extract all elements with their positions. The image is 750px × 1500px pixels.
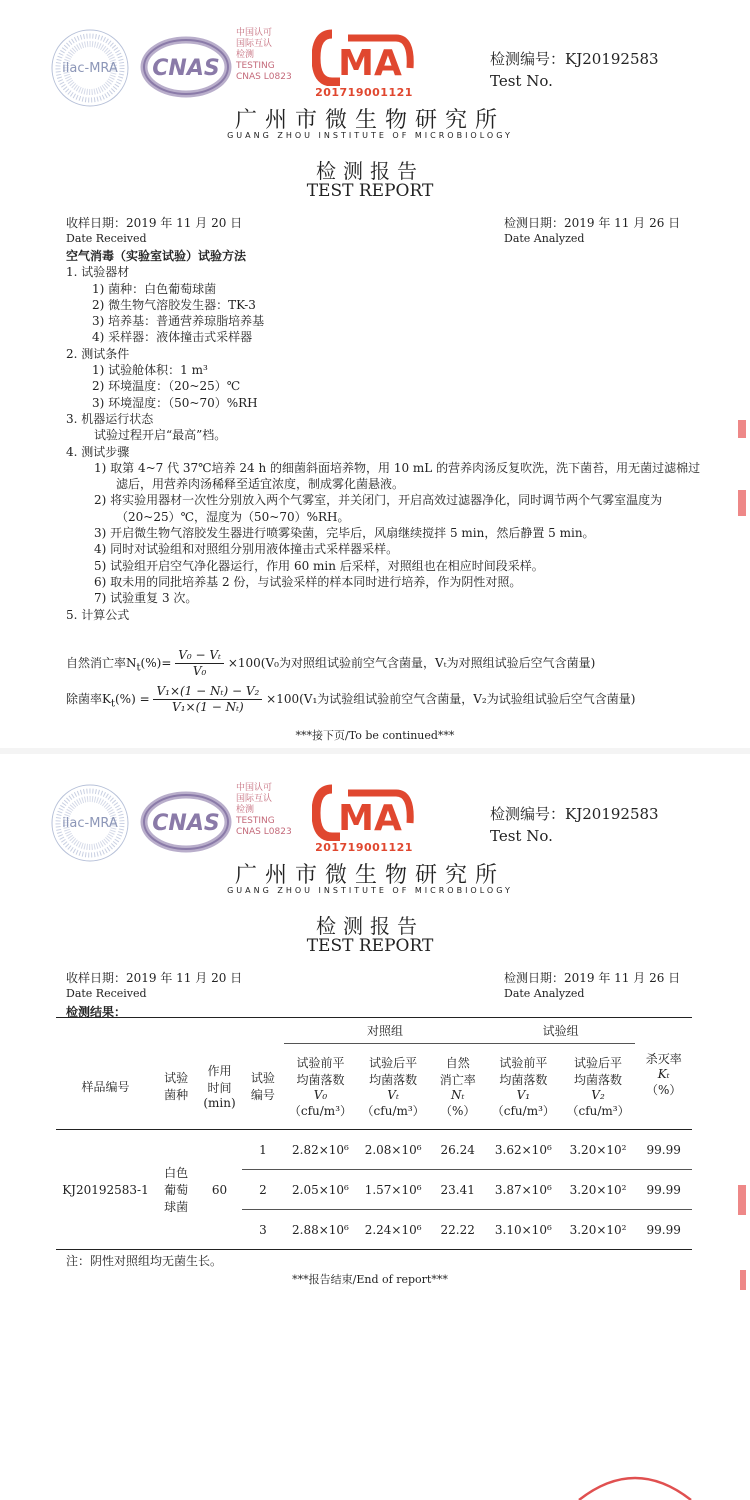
page-separator bbox=[0, 748, 750, 754]
seal-edge-mark bbox=[738, 1185, 746, 1215]
institute-name-cn: 广州市微生物研究所 bbox=[234, 108, 505, 133]
date-analyzed: 检测日期：2019 年 11 月 26 日 bbox=[504, 971, 681, 985]
report-title-cn: 检测报告 bbox=[316, 914, 424, 938]
list-item: 1) 取第 4~7 代 37℃培养 24 h 的细菌斜面培养物，用 10 mL 的营养肉汤反复吹洗，洗下菌苔，用无菌过滤棉过滤后，用营养肉汤稀释至适宜浓度，制成雾化菌悬液。 bbox=[94, 460, 701, 492]
institute-name-en: GUANG ZHOU INSTITUTE OF MICROBIOLOGY bbox=[227, 886, 513, 895]
list-item: 1) 试验舱体积：1 m³ bbox=[92, 363, 208, 378]
strain: 白色 葡萄 球菌 bbox=[155, 1130, 197, 1250]
list-item: 6) 取未用的同批培养基 2 份，与试验采样的样本同时进行培养，作为阴性对照。 bbox=[94, 574, 522, 589]
svg-text:CNAS: CNAS bbox=[152, 56, 220, 81]
list-item: 2) 环境温度：（20~25）℃ bbox=[92, 379, 241, 394]
table-row: 2 2.05×10⁶ 1.57×10⁶ 23.41 3.87×10⁶ 3.20×10² 99.99 bbox=[56, 1170, 692, 1210]
section-heading: 1. 试验器材 bbox=[66, 265, 130, 280]
paragraph: 试验过程开启“最高”档。 bbox=[94, 428, 227, 443]
seal-edge-mark bbox=[738, 420, 746, 438]
negative-control-note: 注：阴性对照组均无菌生长。 bbox=[66, 1254, 223, 1268]
svg-text:CNAS: CNAS bbox=[152, 811, 220, 836]
col-strain-header: 试验 菌种 bbox=[155, 1044, 197, 1130]
col-v2-header: 试验后平 均菌落数 V₂ （cfu/m³） bbox=[561, 1044, 636, 1130]
col-no-header: 试验 编号 bbox=[242, 1044, 284, 1130]
seal-edge-mark bbox=[740, 1270, 746, 1290]
list-item: 3) 培养基：普通营养琼脂培养基 bbox=[92, 314, 265, 329]
results-title: 检测结果： bbox=[66, 1005, 127, 1019]
cma-number: 201719001121 bbox=[315, 86, 413, 99]
cma-number: 201719001121 bbox=[315, 841, 413, 854]
group-control-header: 对照组 bbox=[284, 1018, 486, 1044]
end-of-report: ***报告结束/End of report*** bbox=[292, 1273, 448, 1286]
report-title-cn: 检测报告 bbox=[316, 159, 424, 183]
col-kt-header: 杀灭率 Kₜ （%） bbox=[635, 1044, 692, 1130]
list-item: 1) 菌种：白色葡萄球菌 bbox=[92, 281, 217, 296]
institute-name-en: GUANG ZHOU INSTITUTE OF MICROBIOLOGY bbox=[227, 131, 513, 140]
report-number: 检测编号：KJ20192583 Test No. bbox=[490, 50, 659, 90]
section-heading: 5. 计算公式 bbox=[66, 607, 130, 622]
accreditation-logos bbox=[50, 783, 490, 868]
report-title-en: TEST REPORT bbox=[306, 936, 434, 956]
svg-text:MA: MA bbox=[338, 43, 402, 84]
list-item: 3) 开启微生物气溶胶发生器进行喷雾染菌，完毕后，风扇继续搅拌 5 min，然后静置 5 min。 bbox=[94, 526, 595, 541]
section-heading: 4. 测试步骤 bbox=[66, 444, 130, 459]
formula-natural-decay: 自然消亡率$N_t(\%)=$ $\frac{\text{V₀ − Vₜ}}{\text{V₀}}$ ×100(V₀为对照组试验前空气含菌量，Vₜ为对照组试验后空气含菌量) bbox=[66, 648, 596, 678]
col-v1-header: 试验前平 均菌落数 V₁ （cfu/m³） bbox=[486, 1044, 561, 1130]
svg-text:ilac-MRA: ilac-MRA bbox=[62, 816, 118, 831]
col-vt-header: 试验后平 均菌落数 Vₜ （cfu/m³） bbox=[357, 1044, 430, 1130]
date-received: 收样日期：2019 年 11 月 20 日 bbox=[66, 971, 243, 985]
list-item: 2) 微生物气溶胶发生器：TK-3 bbox=[92, 297, 256, 312]
report-title-en: TEST REPORT bbox=[306, 181, 434, 201]
list-item: 2) 将实验用器材一次性分别放入两个气雾室，并关闭门，开启高效过滤器净化，同时调节两个气雾室温度为（20~25）℃，湿度为（50~70）%RH。 bbox=[94, 493, 663, 524]
continued-note: ***接下页/To be continued*** bbox=[295, 729, 455, 742]
list-item: 4) 采样器：液体撞击式采样器 bbox=[92, 330, 253, 345]
svg-text:MA: MA bbox=[338, 798, 402, 839]
cnas-logo bbox=[140, 36, 232, 98]
list-item: 7) 试验重复 3 次。 bbox=[94, 591, 198, 606]
col-nt-header: 自然 消亡率 Nₜ （%） bbox=[429, 1044, 486, 1130]
report-number: 检测编号：KJ20192583 Test No. bbox=[490, 805, 659, 845]
list-item: 4) 同时对试验组和对照组分别用液体撞击式采样器采样。 bbox=[94, 542, 399, 557]
cnas-text: 中国认可 国际互认 检测 TESTING CNAS L0823 bbox=[236, 28, 292, 82]
table-row: KJ20192583-1 白色 葡萄 球菌 60 1 2.82×10⁶ 2.08×10⁶ 26.24 3.62×10⁶ 3.20×10² 99.99 bbox=[56, 1130, 692, 1170]
cma-logo bbox=[312, 783, 416, 841]
ilac-mra-logo bbox=[50, 783, 130, 863]
results-table bbox=[56, 1017, 692, 1250]
formula-kill-rate: 除菌率$K_t(\%)$ = $\frac{\text{V₁×(1 − Nₜ) − V₂}}{\text{V₁×(1 − Nₜ)}}$ ×100(V₁为试验组试验前空气含菌量，V₂为试验组试验后空气含菌量) bbox=[66, 684, 636, 714]
accreditation-logos bbox=[50, 28, 490, 113]
report-page-1: ilac-MRA CNAS 中国认可 国际互认 检测 TESTING CNAS L0823 MA 201719001121 检测编号：KJ20192583 Test No. 广州市微生物研究所 GUANG ZHOU INSTITUTE OF MICROBIOLOGY 检测报告 TEST REPORT 收样日期：2019 年 11 月 20 日 Date Received 检测日期：2019 年 11 月 26 日 Date Analyzed 空气消毒（实验室试验）试验方法 1. 试验器材 1) 菌种：白色葡萄球菌 2) 微生物气溶胶发生器：TK-3 3) 培养基：普通营养琼脂培养基 4) 采样器：液体撞击式采样器 2. 测试条件 1) 试验舱体积：1 m³ 2) 环境温度：（20~25）℃ 3) 环境湿度：（50~70）%RH 3. 机器运行状态 试验过程开启“最高”档。 4. 测试步骤 1) 取第 4~7 代 37℃培养 24 h 的细菌斜面培养物，用 10 mL 的营养肉汤反复吹洗，洗下菌苔，用无菌过滤棉过滤后，用营养肉汤稀释至适宜浓度，制成雾化菌悬液。 2) 将实验用器材一次性分别放入两个气雾室，并关闭门，开启高效过滤器净化，同时调节两个气雾室温度为（20~25）℃，湿度为（50~70）%RH。 3) 开启微生物气溶胶发生器进行喷雾染菌，完毕后，风扇继续搅拌 5 min，然后静置 5 min。 4) 同时对试验组和对照组分别用液体撞击式采样器采样。 5) 试验组开启空气净化器运行，作用 60 min 后采样，对照组也在相应时间段采样。 6) 取未用的同批培养基 2 份，与试验采样的样本同时进行培养，作为阴性对照。 7) 试验重复 3 次。 5. 计算公式 自然消亡率$N_t(\%)=$ $\frac{\text{V₀ − Vₜ}}{\text{V₀}}$ ×100(V₀为对照组试验前空气含菌量，Vₜ为对照组试验后空气含菌量) 除菌率$K_t(\%)$ = $\frac{\text{V₁×(1 − Nₜ) − V₂}}{\text{V₁×(1 − Nₜ)}}$ ×100(V₁为试验组试验前空气含菌量，V₂为试验组试验后空气含菌量) ***接下页/To be continued*** bbox=[0, 0, 750, 755]
time: 60 bbox=[197, 1130, 241, 1250]
method-section bbox=[66, 248, 706, 623]
col-sample-header: 样品编号 bbox=[56, 1044, 155, 1130]
ilac-mra-logo bbox=[50, 28, 130, 108]
institute-name-cn: 广州市微生物研究所 bbox=[234, 863, 505, 888]
report-page-2: ilac-MRA CNAS 中国认可 国际互认 检测 TESTING CNAS L0823 MA 201719001121 检测编号：KJ20192583 Test No. 广州市微生物研究所 GUANG ZHOU INSTITUTE OF MICROBIOLOGY 检测报告 TEST REPORT 收样日期：2019 年 11 月 20 日 Date Received 检测日期：2019 年 11 月 26 日 Date Analyzed bbox=[0, 755, 750, 1500]
section-heading: 2. 测试条件 bbox=[66, 346, 130, 361]
cnas-text: 中国认可 国际互认 检测 TESTING CNAS L0823 bbox=[236, 783, 292, 837]
list-item: 3) 环境湿度：（50~70）%RH bbox=[92, 395, 258, 410]
list-item: 5) 试验组开启空气净化器运行，作用 60 min 后采样，对照组也在相应时间段采样。 bbox=[94, 558, 544, 573]
date-analyzed: 检测日期：2019 年 11 月 26 日 bbox=[504, 216, 681, 230]
method-title: 空气消毒（实验室试验）试验方法 bbox=[66, 249, 247, 263]
sample-id: KJ20192583-1 bbox=[56, 1130, 155, 1250]
col-v0-header: 试验前平 均菌落数 V₀ （cfu/m³） bbox=[284, 1044, 357, 1130]
seal-edge-mark bbox=[738, 490, 746, 516]
section-heading: 3. 机器运行状态 bbox=[66, 411, 154, 426]
date-received: 收样日期：2019 年 11 月 20 日 bbox=[66, 216, 243, 230]
svg-text:ilac-MRA: ilac-MRA bbox=[62, 61, 118, 76]
cma-logo bbox=[312, 28, 416, 86]
table-row: 3 2.88×10⁶ 2.24×10⁶ 22.22 3.10×10⁶ 3.20×10² 99.99 bbox=[56, 1210, 692, 1250]
group-test-header: 试验组 bbox=[486, 1018, 635, 1044]
col-time-header: 作用 时间 (min) bbox=[197, 1044, 241, 1130]
red-seal-stamp bbox=[575, 1462, 695, 1500]
cnas-logo bbox=[140, 791, 232, 853]
